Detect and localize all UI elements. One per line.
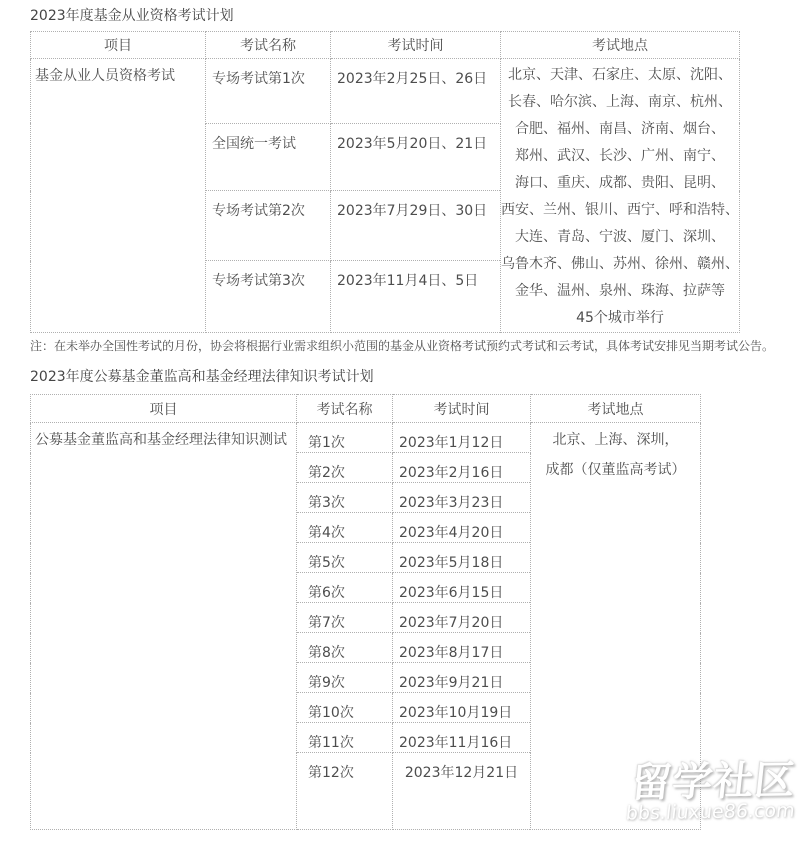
exam-name-cell: 专场考试第3次: [206, 261, 331, 333]
header-exam-location: 考试地点: [531, 395, 701, 423]
header-exam-time: 考试时间: [331, 32, 501, 59]
exam-name-cell: 第1次: [297, 423, 393, 453]
exam-time-cell: 2023年1月12日: [393, 423, 531, 453]
exam-time-cell: 2023年11月16日: [393, 723, 531, 753]
exam-time-cell: 2023年7月29日、30日: [331, 191, 501, 261]
header-exam-location: 考试地点: [501, 32, 740, 59]
exam-location-cell: [531, 423, 701, 830]
exam-name-cell: 专场考试第2次: [206, 191, 331, 261]
exam-name-cell: 第4次: [297, 513, 393, 543]
exam-time-cell: 2023年6月15日: [393, 573, 531, 603]
exam-time-cell: 2023年2月16日: [393, 453, 531, 483]
table1-title: 2023年度基金从业资格考试计划: [30, 8, 234, 24]
exam-time-cell: 2023年11月4日、5日: [331, 261, 501, 333]
exam-name-cell: 第6次: [297, 573, 393, 603]
exam-name-cell: 第7次: [297, 603, 393, 633]
header-exam-time: 考试时间: [393, 395, 531, 423]
document-page: [30, 8, 801, 830]
exam-time-cell: 2023年10月19日: [393, 693, 531, 723]
exam-name-cell: 第3次: [297, 483, 393, 513]
location-line: 乌鲁木齐、佛山、苏州、徐州、赣州、: [501, 256, 739, 272]
exam-time-cell: 2023年3月23日: [393, 483, 531, 513]
exam-time-cell: 2023年9月21日: [393, 663, 531, 693]
exam-name-cell: 全国统一考试: [206, 123, 331, 191]
location-line: 合肥、福州、南昌、济南、烟台、: [515, 121, 725, 137]
exam-name-cell: 第8次: [297, 633, 393, 663]
exam-time-cell: 2023年4月20日: [393, 513, 531, 543]
project-cell: 基金从业人员资格考试: [31, 59, 206, 333]
watermark-logo-text: 留学社区: [628, 757, 799, 807]
location-line: 成都（仅董监高考试）: [545, 461, 686, 478]
header-exam-name: 考试名称: [206, 32, 331, 59]
exam-name-cell: 第9次: [297, 663, 393, 693]
table-header-row: [31, 32, 740, 59]
fund-exam-plan-table: [30, 31, 740, 333]
header-exam-name: 考试名称: [297, 395, 393, 423]
location-line: 45个城市举行: [576, 310, 664, 326]
law-exam-plan-table: [30, 394, 701, 830]
exam-time-cell: 2023年7月20日: [393, 603, 531, 633]
exam-name-cell: 第2次: [297, 453, 393, 483]
location-line: 海口、重庆、成都、贵阳、昆明、: [515, 175, 725, 191]
exam-time-cell: 2023年12月21日: [393, 753, 531, 830]
table-header-row: [31, 395, 701, 423]
table2-title: 2023年度公募基金董监高和基金经理法律知识考试计划: [30, 369, 374, 385]
location-line: 郑州、武汉、长沙、广州、南宁、: [515, 148, 725, 164]
exam-time-cell: 2023年8月17日: [393, 633, 531, 663]
exam-name-cell: 专场考试第1次: [206, 59, 331, 124]
exam-name-cell: 第12次: [297, 753, 393, 830]
exam-name-cell: 第10次: [297, 693, 393, 723]
note-text: 注：在未举办全国性考试的月份，协会将根据行业需求组织小范围的基金从业资格考试预约式考试和云考试，具体考试安排见当期考试公告。: [30, 339, 775, 353]
table-row: [31, 423, 701, 453]
table-row: [31, 59, 740, 124]
exam-time-cell: 2023年5月20日、21日: [331, 123, 501, 191]
location-line: 北京、上海、深圳，: [552, 432, 679, 448]
location-line: 西安、兰州、银川、西宁、呼和浩特、: [501, 202, 739, 218]
header-project: 项目: [31, 32, 206, 59]
exam-time-cell: 2023年5月18日: [393, 543, 531, 573]
watermark-site-url: bbs.liuxue86.com: [624, 799, 796, 825]
project-cell: 公募基金董监高和基金经理法律知识测试: [31, 423, 297, 830]
location-line: 金华、温州、泉州、珠海、拉萨等: [515, 283, 725, 299]
exam-location-cell: [501, 59, 740, 333]
exam-name-cell: 第11次: [297, 723, 393, 753]
header-project: 项目: [31, 395, 297, 423]
location-line: 北京、天津、石家庄、太原、沈阳、: [508, 67, 732, 83]
location-line: 大连、青岛、宁波、厦门、深圳、: [515, 229, 725, 245]
exam-name-cell: 第5次: [297, 543, 393, 573]
location-line: 长春、哈尔滨、上海、南京、杭州、: [508, 94, 732, 110]
exam-time-cell: 2023年2月25日、26日: [331, 59, 501, 124]
